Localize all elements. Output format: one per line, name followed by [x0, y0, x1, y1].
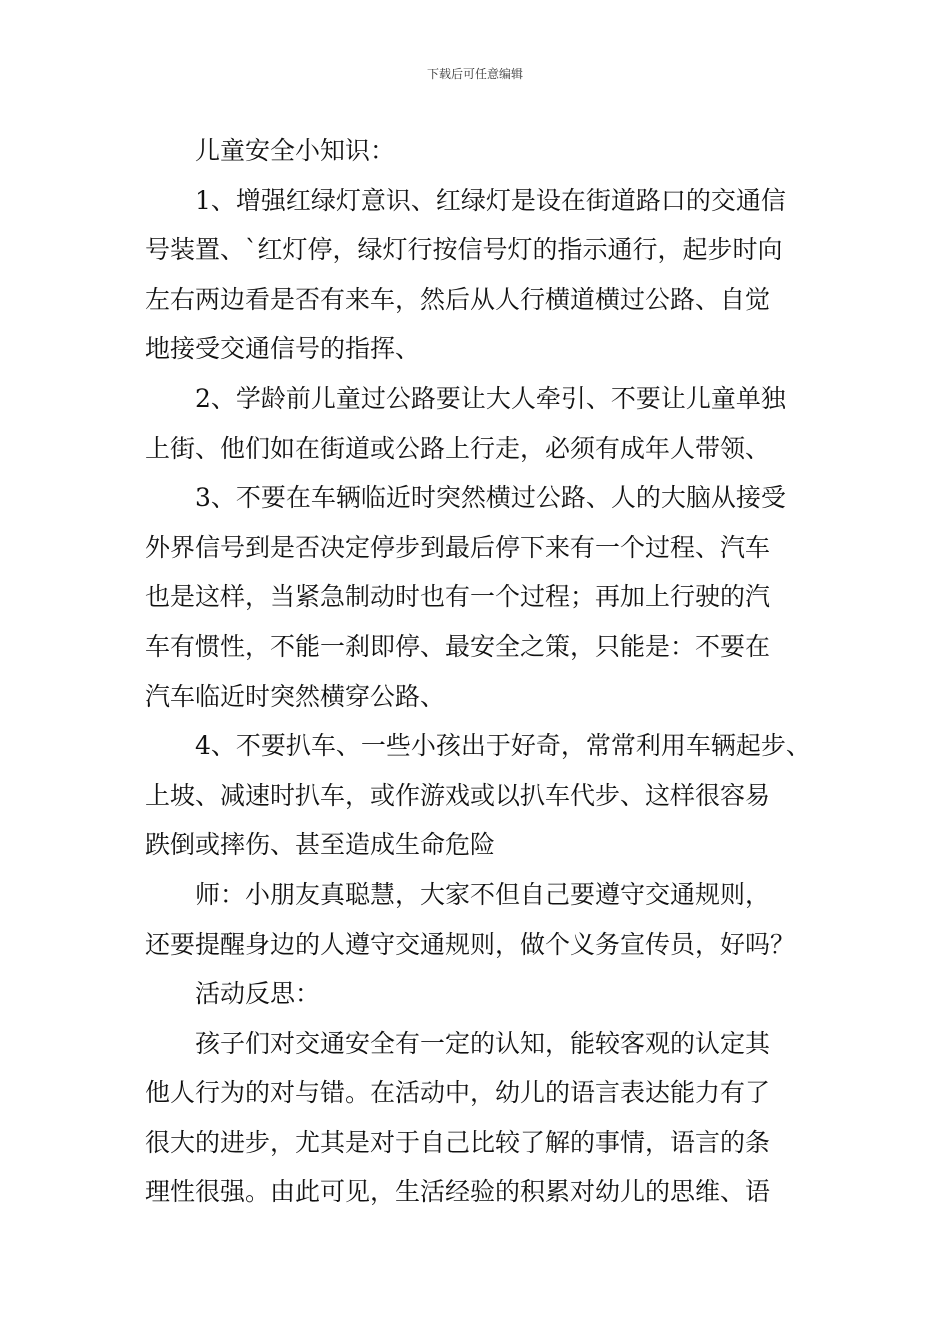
paragraph-line: 1、增强红绿灯意识、红绿灯是设在街道路口的交通信 [195, 185, 786, 215]
paragraph-line: 外界信号到是否决定停步到最后停下来有一个过程、汽车 [145, 532, 771, 562]
paragraph-line: 跌倒或摔伤、甚至造成生命危险 [145, 830, 496, 860]
paragraph-line: 3、不要在车辆临近时突然横过公路、人的大脑从接受 [195, 483, 786, 513]
paragraph-line: 理性很强。由此可见，生活经验的积累对幼儿的思维、语 [145, 1177, 771, 1207]
section-heading: 活动反思： [195, 979, 321, 1009]
document-body [145, 126, 810, 1217]
paragraph-line: 上街、他们如在街道或公路上行走，必须有成年人带领、 [145, 433, 771, 463]
paragraph-4 [145, 721, 810, 870]
paragraph-3 [145, 473, 810, 721]
paragraph-line: 孩子们对交通安全有一定的认知，能较客观的认定其 [195, 1028, 771, 1058]
teacher-dialogue [145, 870, 810, 969]
paragraph-line: 他人行为的对与错。在活动中，幼儿的语言表达能力有了 [145, 1078, 771, 1108]
paragraph-line: 2、学龄前儿童过公路要让大人牵引、不要让儿童单独 [195, 383, 786, 413]
paragraph-1 [145, 176, 810, 374]
paragraph-line: 师：小朋友真聪慧，大家不但自己要遵守交通规则， [195, 879, 771, 909]
paragraph-line: 4、不要扒车、一些小孩出于好奇，常常利用车辆起步、 [195, 731, 811, 761]
paragraph-line: 汽车临近时突然横穿公路、 [145, 681, 446, 711]
paragraph-line: 很大的进步，尤其是对于自己比较了解的事情，语言的条 [145, 1127, 771, 1157]
paragraph-line: 也是这样，当紧急制动时也有一个过程；再加上行驶的汽 [145, 582, 771, 612]
paragraph-line: 地接受交通信号的指挥、 [145, 334, 421, 364]
paragraph-2 [145, 374, 810, 473]
reflection-heading [145, 969, 810, 1019]
reflection-paragraph [145, 1019, 810, 1217]
document-title: 儿童安全小知识： [195, 136, 396, 165]
paragraph-line: 号装置、`红灯停，绿灯行按信号灯的指示通行，起步时向 [145, 235, 783, 265]
paragraph-line: 上坡、减速时扒车，或作游戏或以扒车代步、这样很容易 [145, 780, 771, 810]
paragraph-line: 还要提醒身边的人遵守交通规则，做个义务宣传员，好吗？ [145, 929, 796, 959]
page-header-note: 下载后可任意编辑 [426, 67, 523, 81]
paragraph-line: 左右两边看是否有来车，然后从人行横道横过公路、自觉 [145, 284, 771, 314]
paragraph-line: 车有惯性，不能一刹即停、最安全之策，只能是：不要在 [145, 631, 771, 661]
